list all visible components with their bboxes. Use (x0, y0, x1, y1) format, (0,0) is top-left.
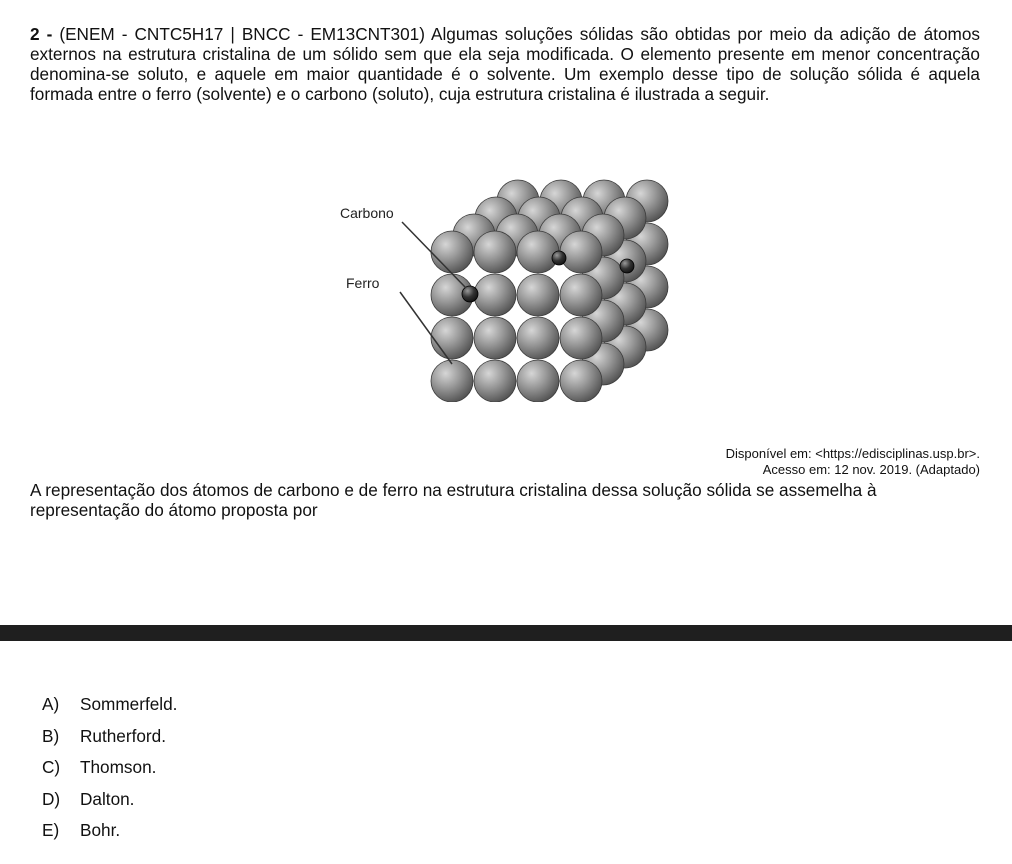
option-letter: D) (42, 788, 61, 809)
option-b[interactable] (42, 726, 177, 758)
label-ferro: Ferro (346, 275, 380, 291)
option-a[interactable] (42, 694, 177, 726)
carbon-atom (462, 286, 478, 302)
iron-atom (517, 317, 559, 359)
iron-atom (560, 317, 602, 359)
iron-atom (517, 360, 559, 402)
source-credit (726, 446, 980, 478)
iron-atom (560, 231, 602, 273)
option-letter: E) (42, 820, 60, 840)
question-text (30, 24, 980, 104)
crystal-structure-figure (330, 152, 670, 402)
iron-atom (474, 231, 516, 273)
option-text: Bohr. (80, 820, 121, 840)
iron-atom (474, 360, 516, 402)
iron-atom (517, 274, 559, 316)
option-letter: C) (42, 757, 61, 777)
iron-atom (560, 360, 602, 402)
option-letter: A) (42, 694, 60, 714)
option-d[interactable] (42, 789, 177, 821)
iron-atom (474, 317, 516, 359)
option-text: Dalton. (80, 788, 135, 809)
carbon-atom (620, 259, 634, 273)
answer-options (42, 694, 177, 852)
iron-atom (431, 231, 473, 273)
option-text: Rutherford. (80, 725, 166, 746)
iron-atom (431, 360, 473, 402)
credit-line-1: Disponível em: <https://edisciplinas.usp.br>. (725, 446, 980, 461)
option-e[interactable] (42, 820, 177, 852)
option-text: Thomson. (80, 757, 157, 777)
option-c[interactable] (42, 757, 177, 789)
iron-atom (431, 317, 473, 359)
question-stem: A representação dos átomos de carbono e de ferro na estrutura cristalina dessa solução sólida se assemelha à representação do átomo proposta por (30, 480, 877, 520)
question-body: (ENEM - CNTC5H17 | BNCC - EM13CNT301) Algumas soluções sólidas são obtidas por meio da adição de átomos externos na estrutura cristalina de um sólido sem que ela seja modificada. O elemento presente em menor concentração denomina-se soluto, e aquele em maior quantidade é o solvente. Um exemplo desse tipo de solução sólida é aquela formada entre o ferro (solvente) e o carbono (soluto), cuja estrutura cristalina é ilustrada a seguir. (30, 24, 980, 104)
iron-atom (517, 231, 559, 273)
label-carbono: Carbono (340, 205, 394, 221)
divider-bar (0, 625, 1012, 641)
option-text: Sommerfeld. (80, 694, 178, 714)
carbon-atom (552, 251, 566, 265)
credit-line-2: Acesso em: 12 nov. 2019. (Adaptado) (762, 462, 980, 477)
iron-atom (474, 274, 516, 316)
option-letter: B) (42, 725, 60, 746)
question-number: 2 - (30, 24, 53, 44)
iron-atom (560, 274, 602, 316)
